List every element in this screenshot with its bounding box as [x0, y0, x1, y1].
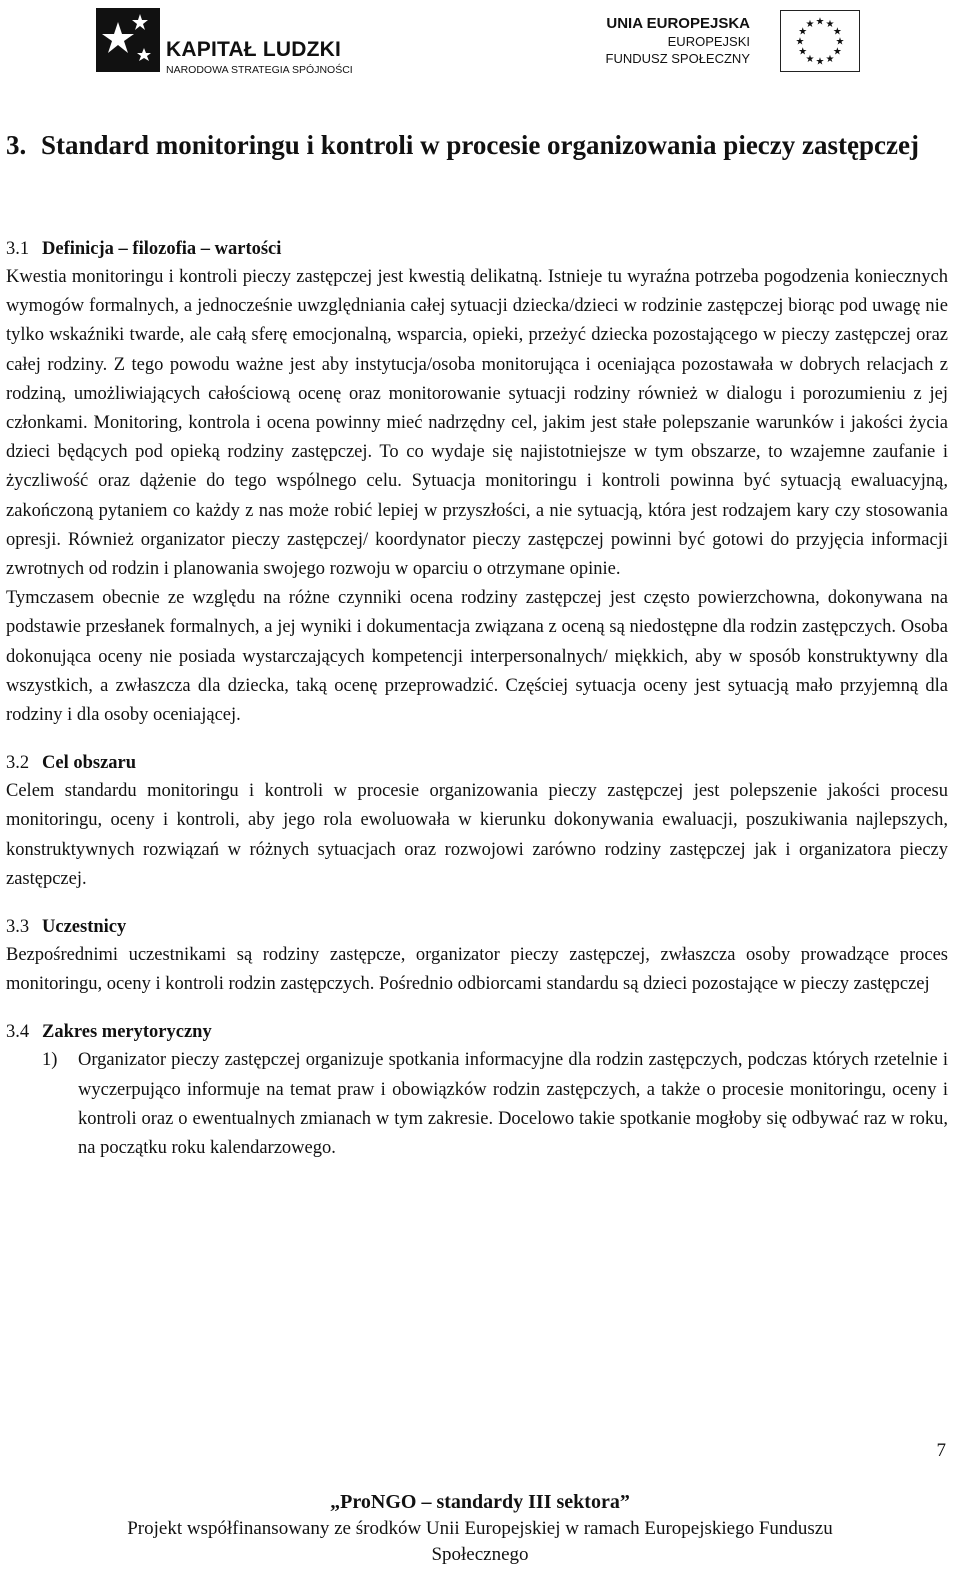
section-3-4-heading [6, 1019, 948, 1046]
document-body [6, 126, 948, 1163]
eu-star-icon: ★ [798, 46, 808, 58]
eu-star-icon: ★ [825, 53, 835, 65]
footer-line-2: Projekt współfinansowany ze środków Unii Europejskiej w ramach Europejskiego Funduszu [127, 1518, 833, 1539]
list-item-marker: 1) [42, 1050, 58, 1071]
eu-star-icon: ★ [795, 36, 805, 48]
eu-logo-line1: UNIA EUROPEJSKA [606, 15, 750, 32]
list-item-text: Organizator pieczy zastępczej organizuje spotkania informacyjne dla rodzin zastępczych, podczas których rzetelnie i wyczerpująco informuje na temat praw i obowiązków rodzin zastępczych, a także o procesie monitoringu, oceny i kontroli oraz o ewentualnych zmianach w tym zakresie. Docelowo takie spotkanie mogłoby się odbywać raz w roku, na początku roku kalendarzowego. [78, 1050, 948, 1159]
eu-logo-text [606, 14, 750, 67]
eu-logo-line3: FUNDUSZ SPOŁECZNY [605, 51, 750, 66]
section-heading-text: Uczestnicy [42, 917, 127, 938]
page-number: 7 [936, 1440, 946, 1461]
eu-logo [600, 10, 860, 74]
section-3-1-heading [6, 236, 948, 263]
eu-star-icon: ★ [805, 19, 815, 31]
section-3-1-paragraph-1: Kwestia monitoringu i kontroli pieczy zastępczej jest kwestią delikatną. Istnieje tu wyraźna potrzeba pogodzenia koniecznych wymogów formalnych, a jednocześnie uwzględniania całej sytuacji dziecka/dzieci w rodzinie zastępczej biorąc pod uwagę nie tylko wskaźniki twarde, ale całą sferę emocjonalną, wsparcia, opieki, przeżyć dziecka pozostającego w pieczy zastępczej oraz całej rodziny. Z tego powodu ważne jest aby instytucja/osoba monitorująca i oceniająca pozostawała w dobrych relacjach z rodziną, umożliwiających całościową ocenę oraz monitorowanie sytuacji rodziny również w dialogu i porozumieniu z jej członkami. Monitoring, kontrola i ocena powinny mieć nadrzędny cel, jakim jest stałe polepszanie warunków i jakości życia dzieci będących pod opieką rodziny zastępczej. To co wydaje się najistotniejsze w tym obszarze, to wzajemne zaufanie i życzliwość oraz dążenie do tego wspólnego celu. Sytuacja monitoringu i kontroli powinna być sytuacją ewaluacyjną, zakończoną pytaniem co każdy z nas może robić lepiej w przyszłości, a nie sytuacją, która jest rodzajem kary czy stosowania opresji. Również organizator pieczy zastępczej/ koordynator pieczy zastępczej powinni być gotowi do przyjęcia informacji zwrotnych od rodzin i planowania swojego rozwoju w oparciu o otrzymane opinie. [6, 267, 948, 580]
eu-star-icon: ★ [815, 16, 825, 28]
eu-star-icon: ★ [798, 26, 808, 38]
page-footer [0, 1488, 960, 1568]
logo-title: KAPITAŁ LUDZKI [166, 38, 342, 61]
section-number: 3.4 [6, 1022, 30, 1043]
section-3-2-paragraph: Celem standardu monitoringu i kontroli w procesie organizowania pieczy zastępczej jest polepszenie jakości procesu monitoringu, oceny i kontroli, aby jego rola ewoluowała w kierunku dokonywania ewaluacji, poszukiwania najlepszych, konstruktywnych rozwiązań w różnych sytuacjach oraz rozwojowi zarówno rodziny zastępczej jak i organizatora pieczy zastępczej. [6, 781, 948, 889]
section-heading-text: Definicja – filozofia – wartości [42, 239, 282, 259]
section-number: 3.3 [6, 917, 30, 938]
eu-star-icon: ★ [815, 56, 825, 68]
chapter-title-text: Standard monitoringu i kontroli w procesie organizowania pieczy zastępczej [41, 130, 919, 160]
list-item [6, 1046, 948, 1163]
kapital-ludzki-logo [96, 8, 366, 76]
eu-star-icon: ★ [832, 46, 842, 58]
eu-flag-icon [780, 10, 860, 72]
chapter-number: 3. [6, 130, 27, 160]
eu-logo-line2: EUROPEJSKI [667, 34, 750, 49]
section-3-3-paragraph: Bezpośrednimi uczestnikami są rodziny zastępcze, organizator pieczy zastępczej, zwłaszcza osoby prowadzące proces monitoringu, oceny i kontroli rodzin zastępczych. Pośrednio odbiorcami standardu są dzieci pozostające w pieczy zastępczej [6, 945, 948, 995]
eu-star-icon: ★ [835, 36, 845, 48]
section-number: 3.2 [6, 753, 30, 774]
section-number: 3.1 [6, 239, 30, 259]
section-heading-text: Cel obszaru [42, 753, 137, 774]
section-3-3-heading [6, 914, 948, 941]
logo-subtitle: NARODOWA STRATEGIA SPÓJNOŚCI [166, 64, 353, 76]
section-3-4-list [6, 1046, 948, 1163]
eu-star-icon: ★ [825, 19, 835, 31]
footer-line-3: Społecznego [431, 1544, 529, 1565]
chapter-title [6, 126, 948, 164]
section-3-1-paragraph-2: Tymczasem obecnie ze względu na różne czynniki ocena rodziny zastępczej jest często powierzchowna, dokonywana na podstawie przesłanek formalnych, a jej wyniki i dokumentacja związana z oceną są niedostępne dla rodzin zastępczych. Osoba dokonująca oceny nie posiada wystarczających kompetencji interpersonalnych/ miękkich, aby w sposób konstruktywny dla wszystkich, a zwłaszcza dla dziecka, taką ocenę przeprowadzić. Częściej sytuacja oceny jest sytuacją mało przyjemną dla rodziny i dla osoby oceniającej. [6, 588, 948, 726]
eu-star-icon: ★ [832, 26, 842, 38]
kapital-ludzki-logo-icon [96, 8, 160, 72]
section-heading-text: Zakres merytoryczny [42, 1022, 212, 1043]
page-header [0, 0, 960, 90]
section-3-2-heading [6, 750, 948, 777]
eu-star-icon: ★ [805, 53, 815, 65]
footer-title: „ProNGO – standardy III sektora” [330, 1491, 630, 1513]
